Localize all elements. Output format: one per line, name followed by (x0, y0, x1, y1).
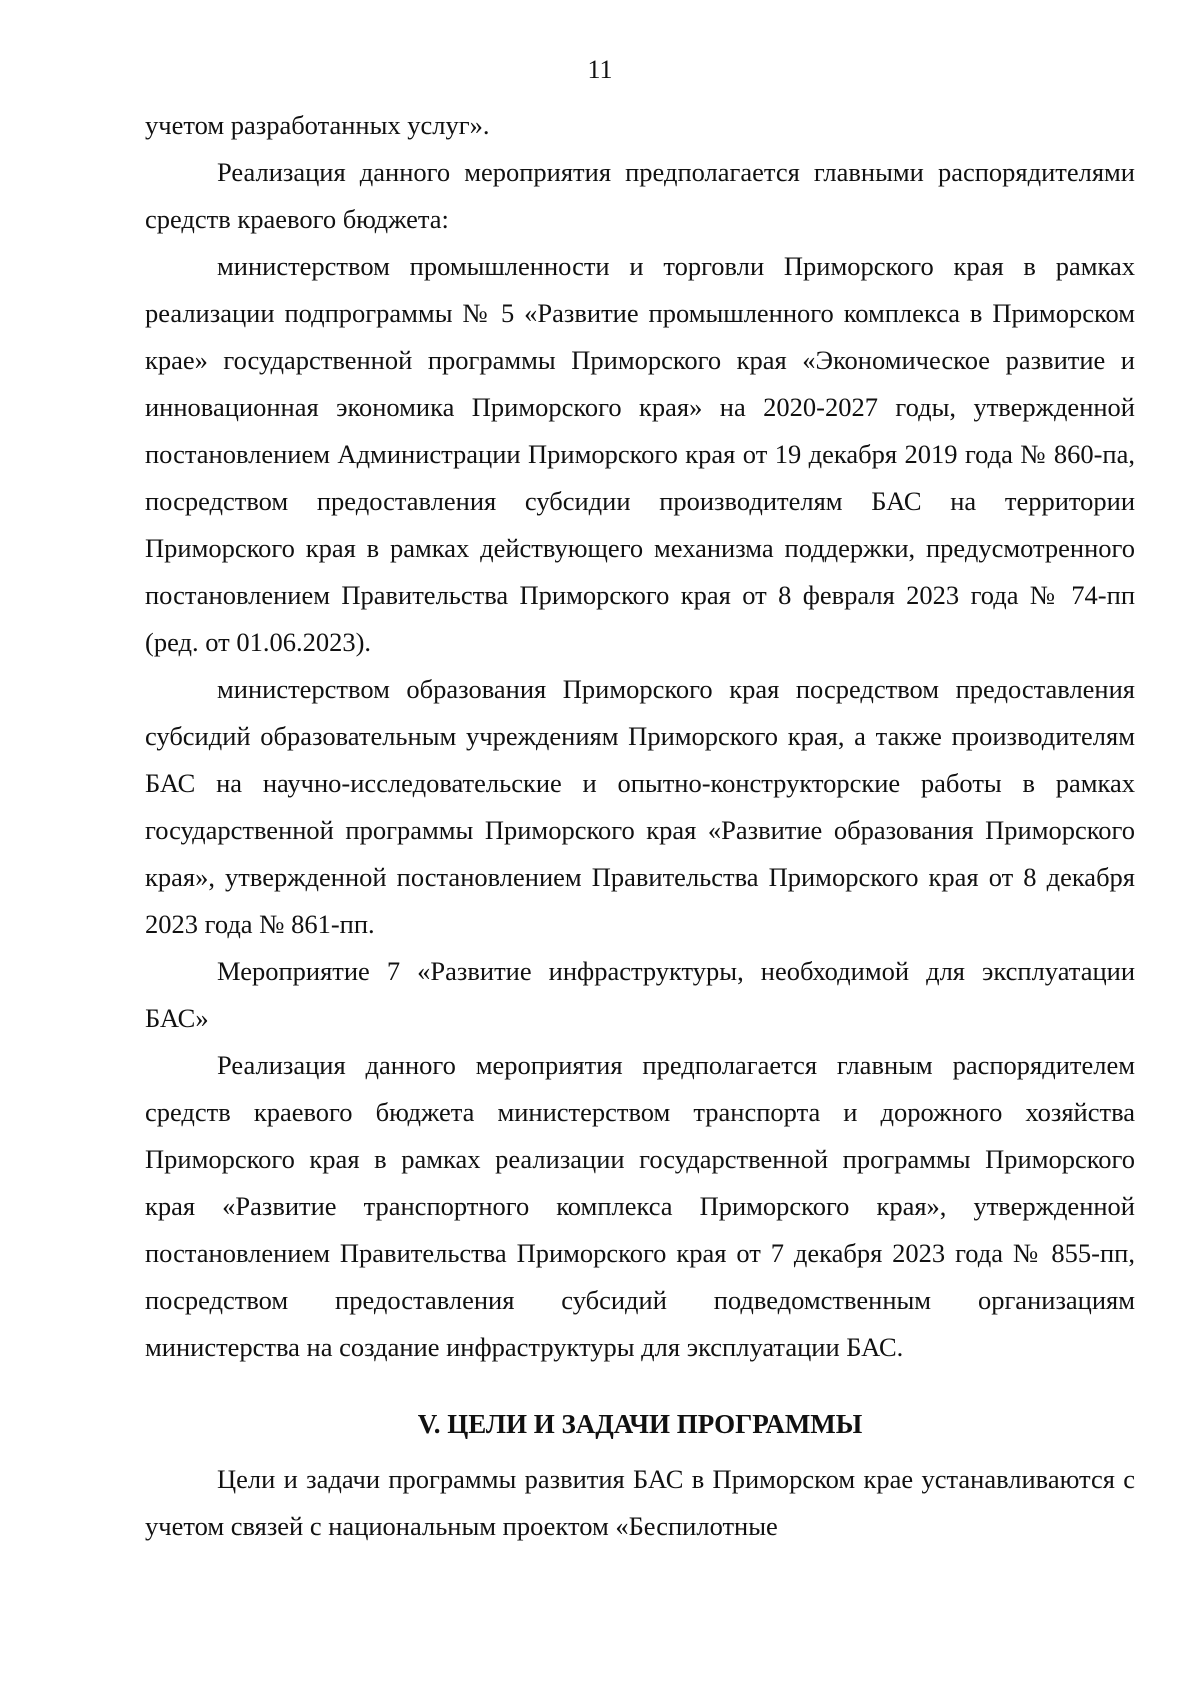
document-body (145, 102, 1135, 1550)
paragraph-goals-intro: Цели и задачи программы развития БАС в Приморском крае устанавливаются с учетом связей с национальным проектом «Беспилотные (145, 1464, 1135, 1541)
paragraph-measure-7-title: Мероприятие 7 «Развитие инфраструктуры, необходимой для эксплуатации БАС» (145, 956, 1135, 1033)
paragraph-ministry-industry: министерством промышленности и торговли Приморского края в рамках реализации подпрограммы № 5 «Развитие промышленного комплекса в Приморском крае» государственной программы Приморского края «Экономическое развитие и инновационная экономика Приморского края» на 2020-2027 годы, утвержденной постановлением Администрации Приморского края от 19 декабря 2019 года № 860-па, посредством предоставления субсидии производителям БАС на территории Приморского края в рамках действующего механизма поддержки, предусмотренного постановлением Правительства Приморского края от 8 февраля 2023 года № 74-пп (ред. от 01.06.2023). (145, 251, 1135, 657)
paragraph-ministry-transport: Реализация данного мероприятия предполагается главным распорядителем средств краевого бюджета министерством транспорта и дорожного хозяйства Приморского края в рамках реализации государственной программы Приморского края «Развитие транспортного комплекса Приморского края», утвержденной постановлением Правительства Приморского края от 7 декабря 2023 года № 855-пп, посредством предоставления субсидий подведомственным организациям министерства на создание инфраструктуры для эксплуатации БАС. (145, 1050, 1135, 1362)
paragraph-continuation: учетом разработанных услуг». (145, 110, 490, 140)
paragraph-ministry-education: министерством образования Приморского края посредством предоставления субсидий образовательным учреждениям Приморского края, а также производителям БАС на научно-исследовательские и опытно-конструкторские работы в рамках государственной программы Приморского края «Развитие образования Приморского края», утвержденной постановлением Правительства Приморского края от 8 декабря 2023 года № 861-пп. (145, 674, 1135, 939)
page-number: 11 (587, 55, 613, 84)
section-heading: V. ЦЕЛИ И ЗАДАЧИ ПРОГРАММЫ (417, 1409, 863, 1439)
paragraph-implementation-intro: Реализация данного мероприятия предполагается главными распорядителями средств краевого бюджета: (145, 157, 1135, 234)
